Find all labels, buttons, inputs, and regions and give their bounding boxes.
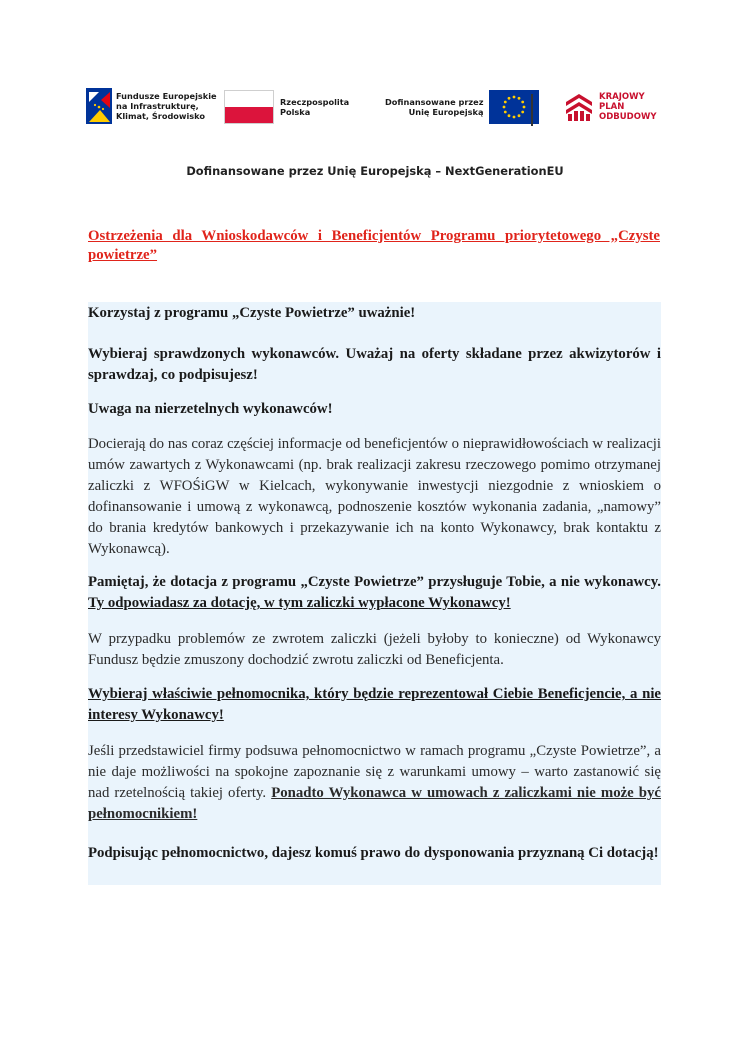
- rzeczpospolita-logo: [224, 90, 349, 124]
- kpo-icon: [564, 92, 594, 122]
- paragraph-proxy-warning: [88, 741, 661, 825]
- fundusze-europejskie-text: Fundusze Europejskie na Infrastrukturę, Klimat, Środowisko: [116, 91, 217, 121]
- paragraph-choose-proxy: Wybieraj właściwie pełnomocnika, który będzie reprezentował Ciebie Beneficjencie, a nie interesy Wykonawcy!: [88, 686, 661, 723]
- proxy-warning-text: Jeśli przedstawiciel firmy podsuwa pełnomocnictwo w ramach programu „Czyste Powietrze”, a nie daje możliwości na spokojne zapoznanie się z warunkami umowy – warto zastanowić się nad rzetelnością takiej oferty.: [88, 743, 661, 801]
- fundusze-europejskie-logo: [86, 88, 217, 124]
- paragraph-reports: Docierają do nas coraz częściej informacje od beneficjentów o nieprawidłowościach w realizacji umów zawartych z Wykonawcami (np. brak realizacji zakresu rzeczowego pomimo otrzymanej zaliczki z WFOŚiGW w Kielcach, wykonywanie inwestycji niezgodnie z wnioskiem o dofinansowanie i umową z wykonawcą, podnoszenie kosztów wykonania zadania, „namowy” do brania kredytów bankowych i przekazywanie ich na konto Wykonawcy, brak kontaktu z Wykonawcą).: [88, 436, 661, 557]
- paragraph-choose-contractors: Wybieraj sprawdzonych wykonawców. Uważaj na oferty składane przez akwizytorów i sprawdzaj, co podpisujesz!: [88, 346, 661, 383]
- funding-line: Dofinansowane przez Unię Europejską – NextGenerationEU: [186, 164, 564, 178]
- kpo-text: KRAJOWY PLAN ODBUDOWY: [599, 92, 657, 122]
- paragraph-advance-refund: W przypadku problemów ze zwrotem zaliczki (jeżeli byłoby to konieczne) od Wykonawcy Fundusz będzie zmuszony dochodzić zwrotu zaliczki od Beneficjenta.: [88, 631, 661, 668]
- paragraph-grant-belongs-to-you: [88, 572, 661, 614]
- contractor-not-proxy-text: Ponadto Wykonawca w umowach z zaliczkami nie może być pełnomocnikiem!: [88, 785, 661, 822]
- rzeczpospolita-text: Rzeczpospolita Polska: [280, 97, 350, 117]
- fundusze-europejskie-icon: [86, 88, 112, 124]
- paragraph-unreliable-contractors: Uwaga na nierzetelnych wykonawców!: [88, 401, 333, 417]
- grant-belongs-text: Pamiętaj, że dotacja z programu „Czyste Powietrze” przysługuje Tobie, a nie wykonawcy.: [88, 574, 661, 590]
- responsibility-text: Ty odpowiadasz za dotację, w tym zaliczki wypłacone Wykonawcy!: [88, 595, 511, 611]
- logo-bar: [86, 86, 666, 130]
- poland-flag-icon: [224, 90, 274, 124]
- eu-funding-text: Dofinansowane przez Unię Europejską: [385, 97, 484, 117]
- paragraph-signing-proxy: Podpisując pełnomocnictwo, dajesz komuś prawo do dysponowania przyznaną Ci dotacją!: [88, 845, 659, 861]
- document-title: Ostrzeżenia dla Wnioskodawców i Beneficjentów Programu priorytetowego „Czyste powietrze”: [88, 228, 660, 263]
- paragraph-use-carefully: Korzystaj z programu „Czyste Powietrze” uważnie!: [88, 305, 416, 321]
- kpo-logo: [564, 92, 656, 122]
- logo-divider: [531, 94, 533, 126]
- warnings-panel: [88, 302, 661, 885]
- eu-logo: [385, 90, 539, 124]
